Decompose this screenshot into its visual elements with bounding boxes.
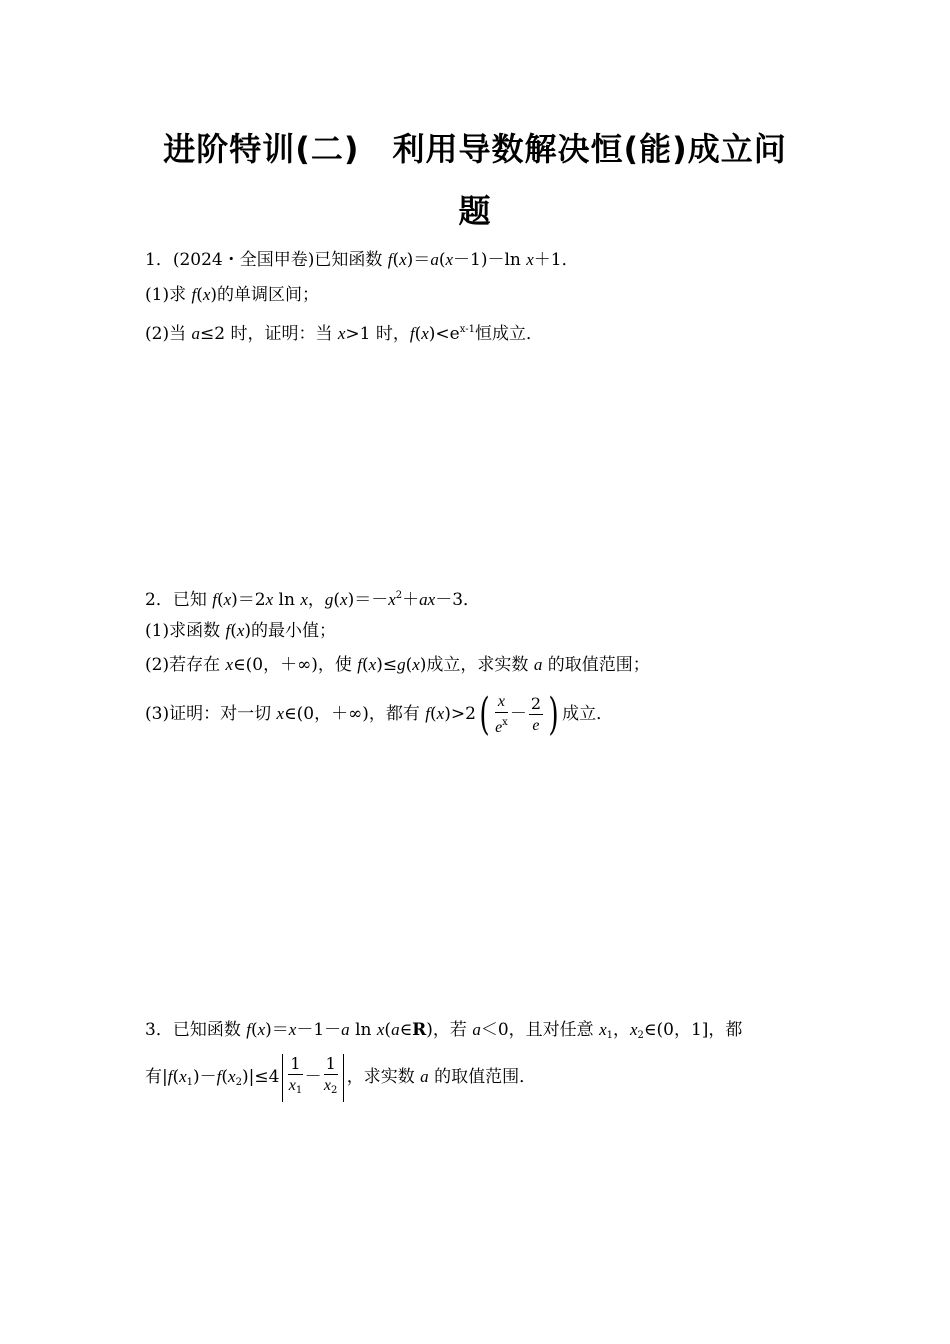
fraction-2-over-e: $\frac{2}{e}$ (530, 693, 541, 734)
question-3-inequality: 有$|f(x_1)-f(x_2)|\le 4$ $\frac{1}{x_1}$ － $\frac{1}{x_2}$ ，求实数 a 的取值范围． (145, 1050, 536, 1110)
fraction-1-over-x1: $\frac{1}{x_1}$ (288, 1054, 303, 1096)
page-title-line-1: 进阶特训(二) 利用导数解决恒(能)成立问 (163, 130, 787, 168)
abs-bar-right (343, 1054, 344, 1102)
question-2-part-3: (3)证明：对一切 x∈(0，＋∞)，都有 f(x)>2( $\frac{x}{e^x}$ － $\frac{2}{e}$ ) 成立． (145, 688, 614, 740)
question-2-stem: 2．已知 f(x)＝2x ln x，$g(x)=-x^2+ax-3$． (145, 590, 481, 610)
question-3-stem: 3．已知函数 f(x)＝x－1－a ln x(a∈R)，若 a＜0，且对任意 $x_1$，$x_2\in(0$，1]，都 (145, 1020, 743, 1041)
right-parenthesis: ) (548, 688, 559, 740)
question-2-part-2: (2)若存在 x∈(0，＋∞)，使 f(x)≤g(x)成立，求实数 a 的取值范围； (145, 655, 650, 675)
abs-bar-left (282, 1054, 283, 1102)
left-parenthesis: ( (479, 688, 490, 740)
question-1-part-2: (2)当 a≤2 时，证明：当 x>1 时，$f(x)<e^{x-1}$恒成立． (145, 324, 543, 344)
fraction-1-over-x2: $\frac{1}{x_2}$ (323, 1054, 338, 1096)
question-1-stem: 1．(2024・全国甲卷)已知函数 f(x)＝a(x－1)－ln x＋1． (145, 250, 579, 270)
page-title-line-2: 题 (458, 192, 492, 230)
question-2-part-1: (1)求函数 f(x)的最小值； (145, 621, 337, 641)
question-1-part-1: (1)求 f(x)的单调区间； (145, 285, 320, 305)
fraction-x-over-e-x: $\frac{x}{e^x}$ (495, 693, 508, 736)
